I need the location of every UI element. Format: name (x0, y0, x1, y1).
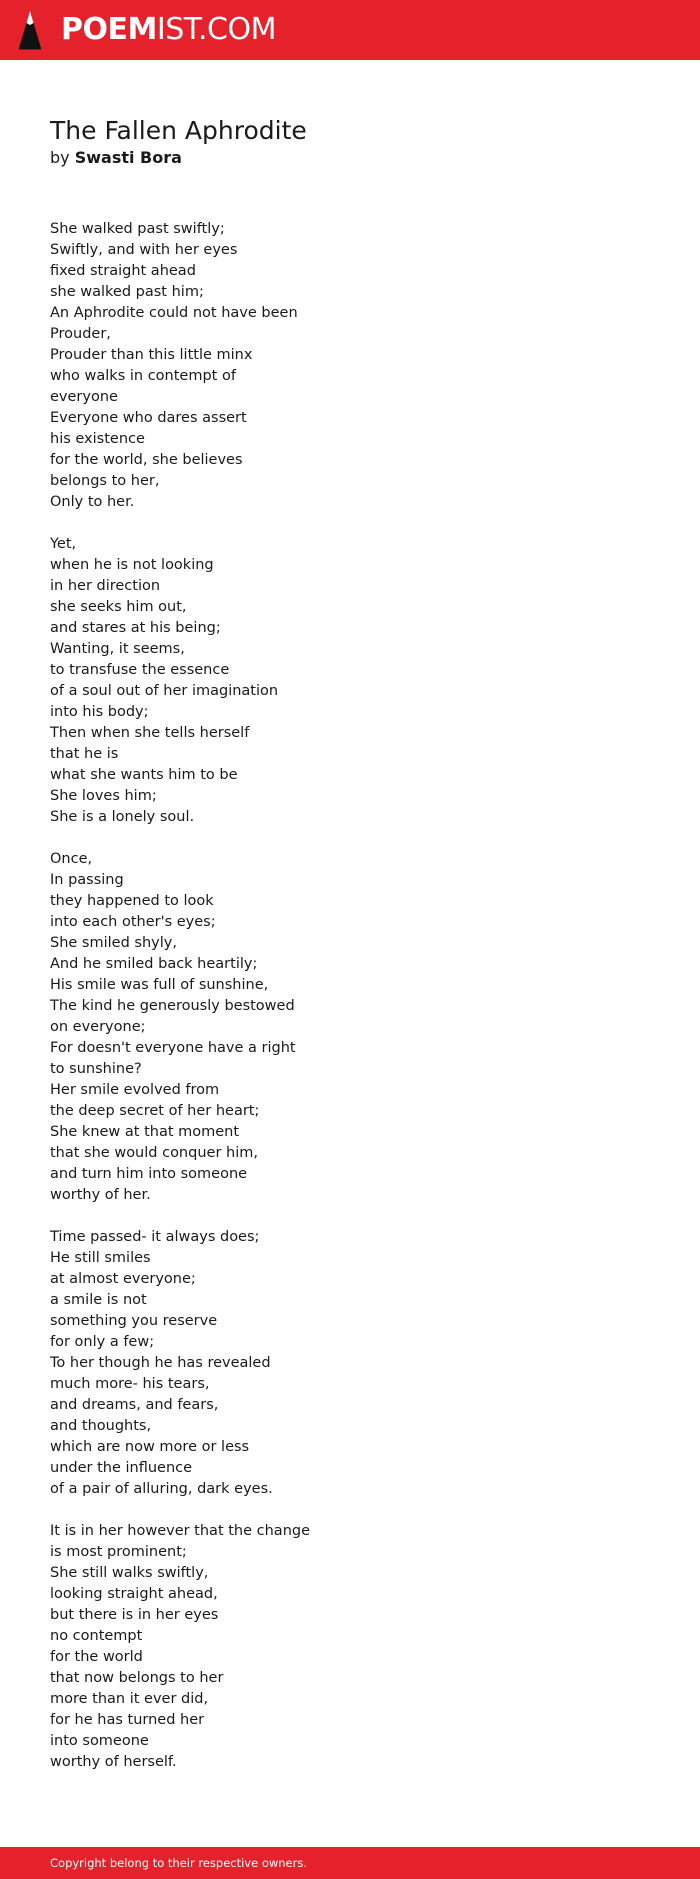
poem-line: The kind he generously bestowed (50, 998, 295, 1014)
poem-line: For doesn't everyone have a right (50, 1040, 296, 1056)
poem-line: An Aphrodite could not have been (50, 305, 298, 321)
poem-line: which are now more or less (50, 1439, 250, 1455)
logo-light-text: IST.COM (156, 12, 276, 47)
poem-line: they happened to look (50, 893, 214, 909)
poem-line: belongs to her, (50, 473, 160, 489)
byline (50, 147, 182, 169)
poem-line: what she wants him to be (50, 767, 238, 783)
poem-line: for the world, she believes (50, 452, 243, 468)
poem-line: into each other's eyes; (50, 914, 216, 930)
poem-line: much more- his tears, (50, 1376, 210, 1392)
poem-line: more than it ever did, (50, 1691, 209, 1707)
by-label: by (50, 148, 70, 167)
poem-line: when he is not looking (50, 557, 214, 573)
poem-line: Yet, (50, 536, 77, 552)
poem-line: To her though he has revealed (50, 1355, 271, 1371)
poem-line: worthy of her. (50, 1187, 151, 1203)
poem-line: She smiled shyly, (50, 935, 177, 951)
poem-line: no contempt (50, 1628, 143, 1644)
site-logo[interactable] (61, 13, 276, 47)
poem-line: and stares at his being; (50, 620, 221, 636)
poem-line: that now belongs to her (50, 1670, 224, 1686)
poem-line: She loves him; (50, 788, 157, 804)
poem-line: a smile is not (50, 1292, 147, 1308)
poem-line: Then when she tells herself (50, 725, 250, 741)
poem-line: Prouder than this little minx (50, 347, 253, 363)
poem-line: fixed straight ahead (50, 263, 196, 279)
poem-line: She still walks swiftly, (50, 1565, 209, 1581)
poem-line: Everyone who dares assert (50, 410, 247, 426)
poem-line: worthy of herself. (50, 1754, 177, 1770)
poem-line: his existence (50, 431, 145, 447)
poem-line: In passing (50, 872, 124, 888)
poem-line: His smile was full of sunshine, (50, 977, 269, 993)
poem-line: Wanting, it seems, (50, 641, 185, 657)
poem-line: for the world (50, 1649, 143, 1665)
poem-line: to transfuse the essence (50, 662, 230, 678)
poem-line: for he has turned her (50, 1712, 205, 1728)
poem-line: everyone (50, 389, 118, 405)
poem-line: on everyone; (50, 1019, 146, 1035)
poem-line: Once, (50, 851, 93, 867)
poem-line: that he is (50, 746, 119, 762)
poem-line: something you reserve (50, 1313, 218, 1329)
pencil-tip-icon[interactable] (18, 10, 42, 50)
poem-line: who walks in contempt of (50, 368, 236, 384)
poem-line: He still smiles (50, 1250, 151, 1266)
poem-line: in her direction (50, 578, 161, 594)
site-footer (0, 1847, 700, 1879)
poem-line: but there is in her eyes (50, 1607, 219, 1623)
poem-stanza (50, 219, 650, 513)
poem-line: She walked past swiftly; (50, 221, 225, 237)
poem-line: she walked past him; (50, 284, 204, 300)
poem-title: The Fallen Aphrodite (50, 116, 307, 145)
poem-line: the deep secret of her heart; (50, 1103, 260, 1119)
logo-bold-text: POEM (61, 12, 157, 47)
poem-line: looking straight ahead, (50, 1586, 218, 1602)
poem-line: at almost everyone; (50, 1271, 196, 1287)
poem-line: Prouder, (50, 326, 111, 342)
poem-line: of a pair of alluring, dark eyes. (50, 1481, 273, 1497)
poem-line: Time passed- it always does; (50, 1229, 260, 1245)
poem-line: and thoughts, (50, 1418, 152, 1434)
poem-line: of a soul out of her imagination (50, 683, 279, 699)
poem-line: Swiftly, and with her eyes (50, 242, 238, 258)
poem-line: Only to her. (50, 494, 135, 510)
copyright-text: Copyright belong to their respective owners. (50, 1856, 308, 1870)
poem-line: and turn him into someone (50, 1166, 248, 1182)
poem-stanza (50, 534, 650, 828)
poem-line: She is a lonely soul. (50, 809, 195, 825)
site-header (0, 0, 700, 60)
poem-line: into his body; (50, 704, 149, 720)
poem-line: that she would conquer him, (50, 1145, 258, 1161)
poem-line: and dreams, and fears, (50, 1397, 219, 1413)
poem-line: She knew at that moment (50, 1124, 240, 1140)
poem-stanza (50, 849, 650, 1206)
poem-body (50, 219, 650, 1794)
poem-line: And he smiled back heartily; (50, 956, 258, 972)
poem-stanza (50, 1227, 650, 1500)
poem-line: to sunshine? (50, 1061, 142, 1077)
poem-line: Her smile evolved from (50, 1082, 220, 1098)
author-name: Swasti Bora (74, 148, 182, 167)
poem-line: is most prominent; (50, 1544, 187, 1560)
poem-line: she seeks him out, (50, 599, 187, 615)
poem-line: under the influence (50, 1460, 193, 1476)
poem-stanza (50, 1521, 650, 1773)
poem-line: into someone (50, 1733, 149, 1749)
poem-line: It is in her however that the change (50, 1523, 311, 1539)
poem-line: for only a few; (50, 1334, 155, 1350)
